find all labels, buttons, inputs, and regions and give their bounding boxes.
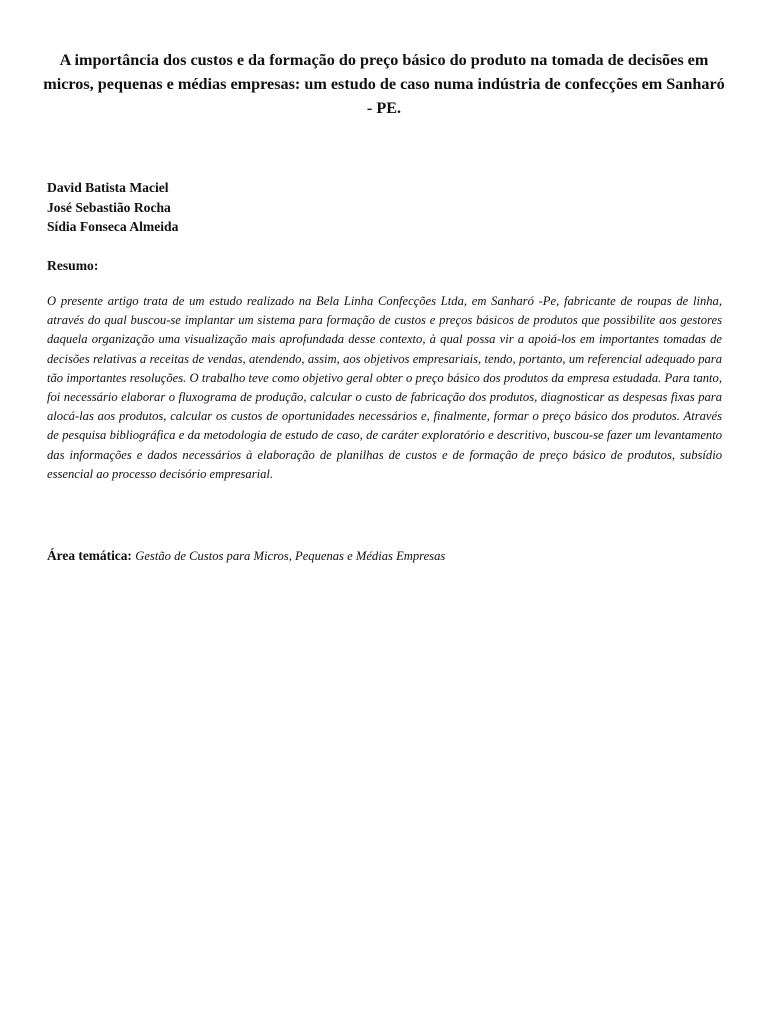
thematic-area [47, 546, 722, 566]
thematic-area-value: Gestão de Custos para Micros, Pequenas e Médias Empresas [135, 549, 446, 563]
paper-title: A importância dos custos e da formação do preço básico do produto na tomada de decisões em micros, pequenas e médias empresas: um estudo de caso numa indústria de confecções em Sanharó - PE. [43, 51, 725, 117]
author-name: Sídia Fonseca Almeida [47, 219, 179, 234]
author-list [47, 178, 447, 237]
abstract-heading: Resumo: [47, 258, 99, 273]
author-name: José Sebastião Rocha [47, 199, 171, 215]
abstract-body: O presente artigo trata de um estudo realizado na Bela Linha Confecções Ltda, em Sanharó -Pe, fabricante de roupas de linha, através do qual buscou-se implantar um sistema para formação de custos e preços básicos de produtos que possibilite aos gestores daquela organização uma visualização mais aprofundada desse contexto, à qual possa vir a apoiá-los em importantes tomadas de decisões relativas a receitas de vendas, atendendo, assim, aos objetivos empresariais, tendo, portanto, um referencial adequado para tão importantes resoluções. O trabalho teve como objetivo geral obter o preço básico dos produtos da empresa estudada. Para tanto, foi necessário elaborar o fluxograma de produção, calcular o custo de fabricação dos produtos, diagnosticar as despesas fixas para alocá-las aos produtos, calcular os custos de oportunidades necessários e, finalmente, formar o preço básico dos produtos. Através de pesquisa bibliográfica e da metodologia de estudo de caso, de caráter exploratório e descritivo, buscou-se fazer um levantamento das informações e dados necessários à elaboração de planilhas de custos e de formação de preço básico de produtos, subsídio essencial ao processo decisório empresarial. [47, 294, 722, 481]
author-name: David Batista Maciel [47, 180, 169, 195]
thematic-area-label: Área temática: [47, 548, 132, 563]
